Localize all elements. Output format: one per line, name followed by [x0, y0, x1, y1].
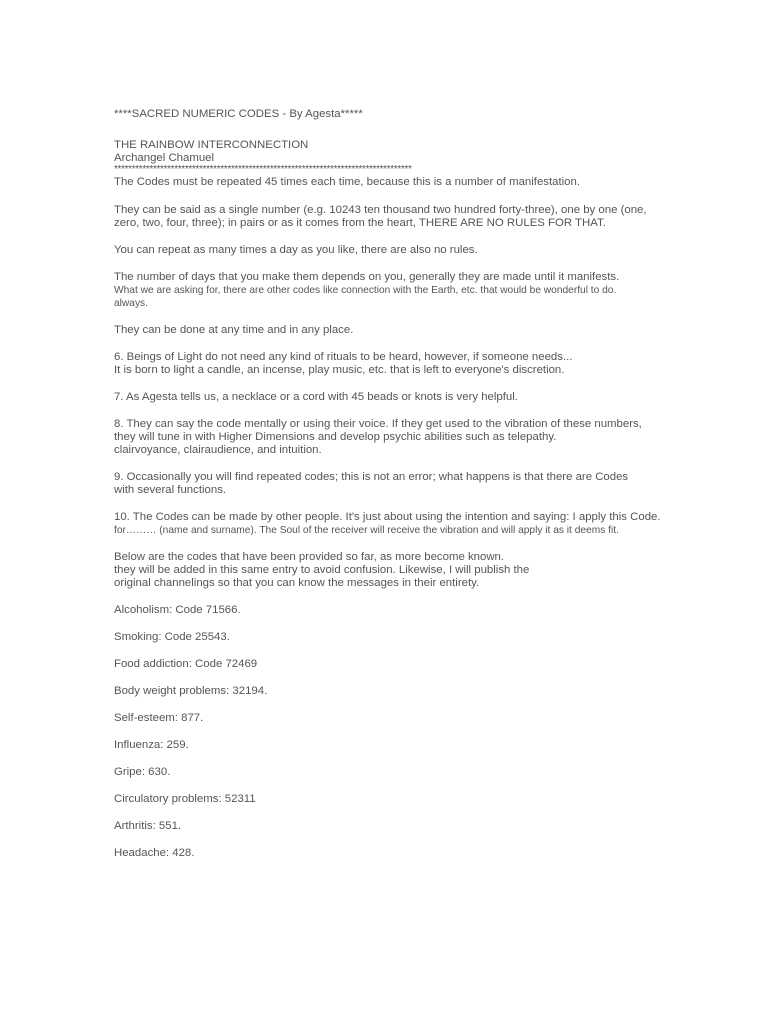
paragraph-line: clairvoyance, clairaudience, and intuition. — [114, 444, 322, 456]
document-page — [114, 108, 661, 860]
code-item — [114, 631, 654, 644]
paragraph-line: The Codes must be repeated 45 times each time, because this is a number of manifestation. — [114, 176, 580, 188]
paragraph — [114, 471, 654, 497]
paragraph — [114, 551, 654, 590]
code-item — [114, 739, 654, 752]
subtitle-text: THE RAINBOW INTERCONNECTION — [114, 139, 309, 151]
code-text: Circulatory problems: 52311 — [114, 793, 256, 805]
code-text: Self-esteem: 877. — [114, 712, 204, 724]
code-item — [114, 847, 654, 860]
code-text: Alcoholism: Code 71566. — [114, 604, 241, 616]
title-block — [114, 139, 654, 175]
paragraph-line: original channelings so that you can know the messages in their entirety. — [114, 577, 480, 589]
separator-line: ************************************************************************************ — [114, 164, 412, 175]
code-item — [114, 766, 654, 779]
code-text: Influenza: 259. — [114, 739, 189, 751]
code-text: Arthritis: 551. — [114, 820, 182, 832]
code-item — [114, 658, 654, 671]
code-text: Body weight problems: 32194. — [114, 685, 268, 697]
document-heading — [114, 108, 654, 121]
paragraph — [114, 324, 654, 337]
author-text: Archangel Chamuel — [114, 152, 215, 164]
paragraph-line: they will tune in with Higher Dimensions and develop psychic abilities such as telepathy. — [114, 431, 557, 443]
paragraph — [114, 351, 654, 377]
paragraph — [114, 511, 661, 537]
code-text: Smoking: Code 25543. — [114, 631, 230, 643]
paragraph-line: 7. As Agesta tells us, a necklace or a cord with 45 beads or knots is very helpful. — [114, 391, 518, 403]
code-item — [114, 793, 654, 806]
paragraph — [114, 391, 654, 404]
paragraph-line: Below are the codes that have been provided so far, as more become known. — [114, 551, 505, 563]
code-item — [114, 820, 654, 833]
paragraph-line: for……… (name and surname). The Soul of the receiver will receive the vibration and will apply it as it deems fit. — [114, 525, 619, 536]
paragraph — [114, 176, 654, 189]
paragraph-line: You can repeat as many times a day as you like, there are also no rules. — [114, 244, 478, 256]
code-item — [114, 685, 654, 698]
paragraph-line: 6. Beings of Light do not need any kind of rituals to be heard, however, if someone needs... — [114, 351, 573, 363]
code-text: Food addiction: Code 72469 — [114, 658, 258, 670]
code-item — [114, 712, 654, 725]
paragraph-line: 9. Occasionally you will find repeated codes; this is not an error; what happens is that there are Codes — [114, 471, 629, 483]
paragraph-line: always. — [114, 298, 148, 309]
code-text: Gripe: 630. — [114, 766, 171, 778]
paragraph-line: They can be done at any time and in any place. — [114, 324, 354, 336]
paragraph-line: zero, two, four, three); in pairs or as it comes from the heart, THERE ARE NO RULES FOR THAT. — [114, 217, 606, 229]
heading-text: ****SACRED NUMERIC CODES - By Agesta***** — [114, 108, 363, 120]
paragraph-line: What we are asking for, there are other codes like connection with the Earth, etc. that would be wonderful to do. — [114, 285, 617, 296]
code-text: Headache: 428. — [114, 847, 195, 859]
paragraph — [114, 204, 654, 230]
paragraph-line: The number of days that you make them depends on you, generally they are made until it manifests. — [114, 271, 620, 283]
code-item — [114, 604, 654, 617]
paragraph-line: They can be said as a single number (e.g. 10243 ten thousand two hundred forty-three), one by one (one, — [114, 204, 647, 216]
paragraph-line: they will be added in this same entry to avoid confusion. Likewise, I will publish the — [114, 564, 530, 576]
paragraph-line: with several functions. — [114, 484, 227, 496]
paragraph — [114, 271, 654, 310]
paragraph-line: 8. They can say the code mentally or using their voice. If they get used to the vibration of these numbers, — [114, 418, 642, 430]
paragraph — [114, 244, 654, 257]
paragraph-line: It is born to light a candle, an incense, play music, etc. that is left to everyone's discretion. — [114, 364, 565, 376]
paragraph — [114, 418, 654, 457]
paragraph-line: 10. The Codes can be made by other people. It's just about using the intention and saying: I apply this Code. — [114, 511, 661, 523]
